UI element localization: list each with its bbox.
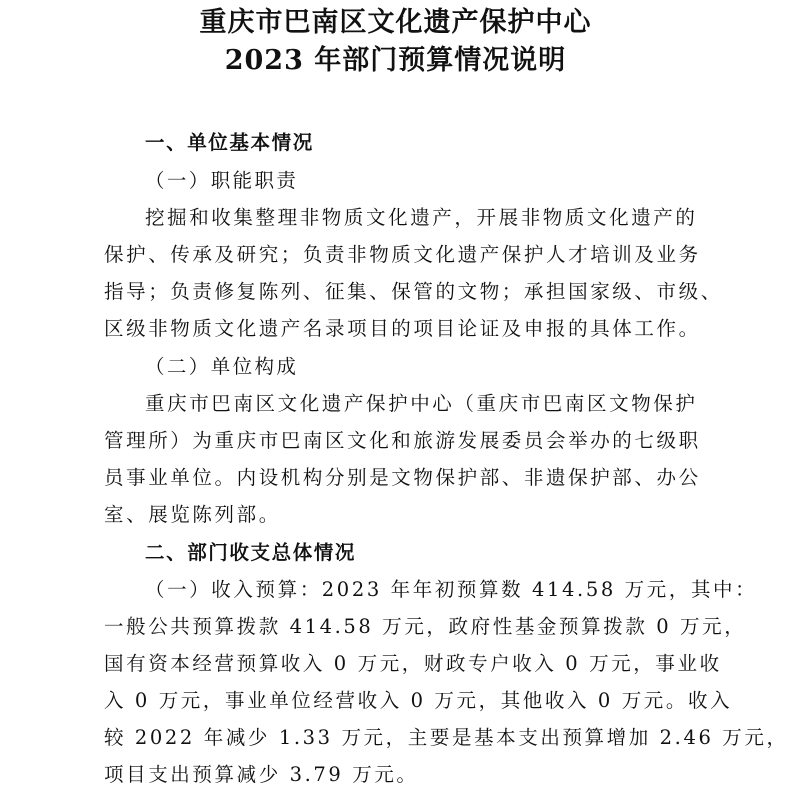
subsection-heading-functions: （一）职能职责 bbox=[145, 169, 299, 192]
paragraph-line: 室、展览陈列部。 bbox=[104, 503, 281, 526]
section-heading-budget-overview: 二、部门收支总体情况 bbox=[145, 541, 357, 564]
document-title-line-1: 重庆市巴南区文化遗产保护中心 bbox=[199, 7, 592, 38]
paragraph-line: 入 0 万元，事业单位经营收入 0 万元，其他收入 0 万元。收入 bbox=[104, 689, 733, 712]
paragraph-line: 项目支出预算减少 3.79 万元。 bbox=[104, 763, 419, 786]
paragraph-line: 重庆市巴南区文化遗产保护中心（重庆市巴南区文物保护 bbox=[145, 392, 698, 415]
paragraph-line: 国有资本经营预算收入 0 万元，财政专户收入 0 万元，事业收 bbox=[104, 652, 722, 675]
section-heading-basic-info: 一、单位基本情况 bbox=[145, 131, 314, 154]
paragraph-line: 管理所）为重庆市巴南区文化和旅游发展委员会举办的七级职 bbox=[104, 429, 701, 452]
paragraph-line: 员事业单位。内设机构分别是文物保护部、非遗保护部、办公 bbox=[104, 466, 701, 489]
subsection-heading-composition: （二）单位构成 bbox=[145, 355, 299, 378]
document-title-line-2: 2023 年部门预算情况说明 bbox=[224, 45, 567, 76]
paragraph-line: 区级非物质文化遗产名录项目的项目论证及申报的具体工作。 bbox=[104, 317, 701, 340]
paragraph-line: 一般公共预算拨款 414.58 万元，政府性基金预算拨款 0 万元， bbox=[104, 615, 747, 638]
paragraph-line: 保护、传承及研究；负责非物质文化遗产保护人才培训及业务 bbox=[104, 243, 701, 266]
paragraph-line: 较 2022 年减少 1.33 万元，主要是基本支出预算增加 2.46 万元， bbox=[104, 726, 789, 749]
paragraph-line: 指导；负责修复陈列、征集、保管的文物；承担国家级、市级、 bbox=[104, 280, 723, 303]
paragraph-line: （一）收入预算：2023 年年初预算数 414.58 万元，其中： bbox=[145, 578, 758, 601]
paragraph-line: 挖掘和收集整理非物质文化遗产，开展非物质文化遗产的 bbox=[145, 206, 698, 229]
